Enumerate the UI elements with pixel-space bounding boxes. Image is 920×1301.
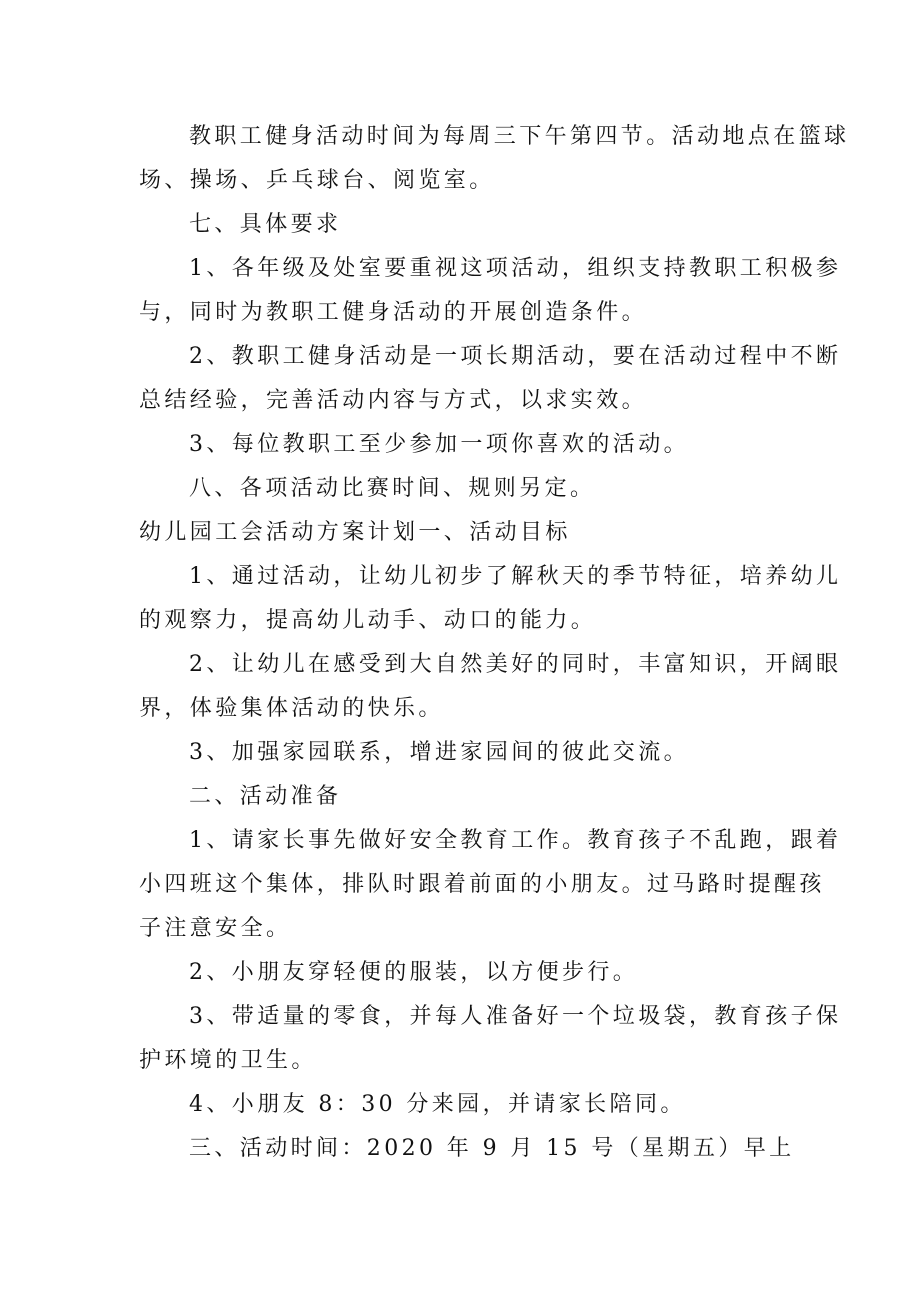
section-heading-preparation: 二、活动准备 — [189, 784, 342, 809]
goal-2-line-1: 2、让幼儿在感受到大自然美好的同时，丰富知识，开阔眼 — [189, 652, 842, 677]
section-heading-activity-time: 三、活动时间：2020 年 9 月 15 号（星期五）早上 — [189, 1136, 795, 1161]
goal-2-line-2: 界，体验集体活动的快乐。 — [139, 696, 444, 721]
requirement-1-line-2: 与，同时为教职工健身活动的开展创造条件。 — [139, 300, 648, 325]
goal-1-line-2: 的观察力，提高幼儿动手、动口的能力。 — [139, 608, 597, 633]
section-heading-requirements: 七、具体要求 — [189, 212, 342, 237]
requirement-3: 3、每位教职工至少参加一项你喜欢的活动。 — [189, 432, 689, 457]
preparation-1-line-3: 子注意安全。 — [139, 916, 292, 941]
requirement-2-line-2: 总结经验，完善活动内容与方式，以求实效。 — [139, 388, 648, 413]
paragraph-fitness-time-line-1: 教职工健身活动时间为每周三下午第四节。活动地点在篮球 — [189, 124, 850, 149]
preparation-2: 2、小朋友穿轻便的服装，以方便步行。 — [189, 960, 639, 985]
requirement-2-line-1: 2、教职工健身活动是一项长期活动，要在活动过程中不断 — [189, 344, 842, 369]
preparation-3-line-2: 护环境的卫生。 — [139, 1048, 317, 1073]
paragraph-fitness-time-line-2: 场、操场、乒乓球台、阅览室。 — [139, 168, 495, 193]
preparation-1-line-1: 1、请家长事先做好安全教育工作。教育孩子不乱跑，跟着 — [189, 828, 842, 853]
preparation-3-line-1: 3、带适量的零食，并每人准备好一个垃圾袋，教育孩子保 — [189, 1004, 842, 1029]
section-heading-competition-rules: 八、各项活动比赛时间、规则另定。 — [189, 476, 596, 501]
preparation-4: 4、小朋友 8：30 分来园，并请家长陪同。 — [189, 1092, 686, 1117]
preparation-1-line-2: 小四班这个集体，排队时跟着前面的小朋友。过马路时提醒孩 — [139, 872, 825, 897]
plan-title-heading: 幼儿园工会活动方案计划一、活动目标 — [139, 520, 571, 545]
goal-1-line-1: 1、通过活动，让幼儿初步了解秋天的季节特征，培养幼儿 — [189, 564, 842, 589]
goal-3: 3、加强家园联系，增进家园间的彼此交流。 — [189, 740, 689, 765]
requirement-1-line-1: 1、各年级及处室要重视这项活动，组织支持教职工积极参 — [189, 256, 842, 281]
